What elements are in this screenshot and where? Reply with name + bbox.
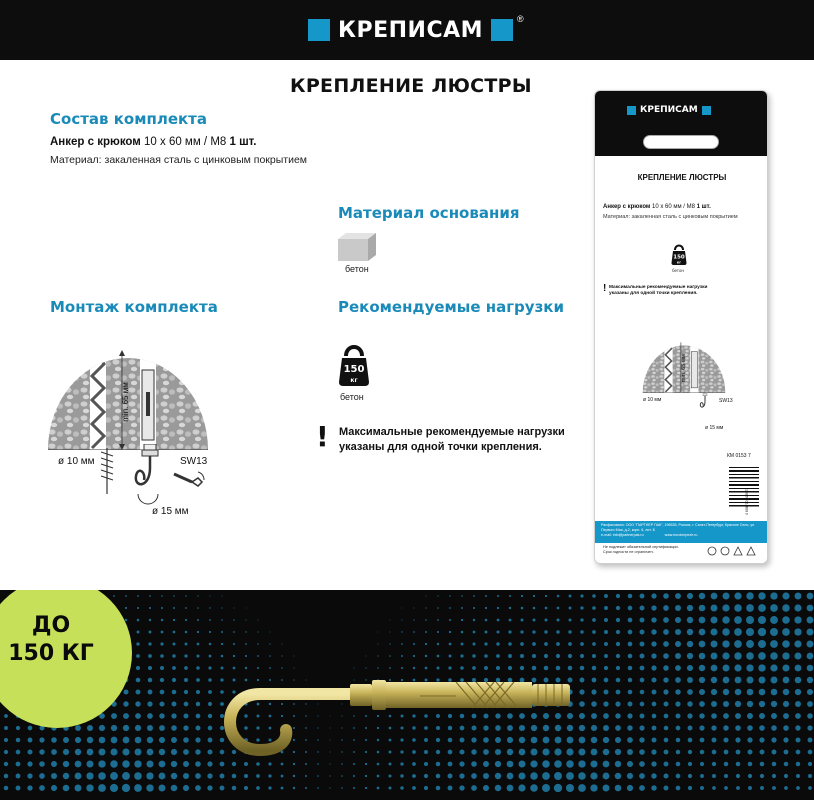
- barcode: [727, 463, 761, 513]
- kit-heading: Состав комплекта: [50, 110, 208, 128]
- card-article: КМ 0153 7: [727, 453, 751, 459]
- card-weight: 150: [673, 254, 685, 261]
- kettlebell-icon: [338, 342, 370, 386]
- card-brand: [627, 105, 711, 115]
- wrench-size: SW13: [180, 456, 208, 467]
- card-logo-square-left: [627, 106, 636, 115]
- brand-name: КРЕПИСАМ: [338, 17, 484, 43]
- load-caption: бетон: [340, 392, 364, 402]
- depth-label: min. 65 мм: [121, 382, 130, 422]
- card-distributor: Расфасовано: ООО "ПАРТНЕР ПАК", 196535, Россия, г. Санкт-Петербург, Красное Село, ул. Первого Мая, д.2, корп. 6, лит. Б: [601, 523, 756, 532]
- warning-icon: !: [316, 420, 329, 453]
- kit-material: Материал: закаленная сталь с цинковым покрытием: [50, 154, 308, 166]
- badge-line-2: 150 КГ: [8, 641, 94, 666]
- header-bar: [0, 0, 814, 60]
- card-title: КРЕПЛЕНИЕ ЛЮСТРЫ: [637, 173, 727, 182]
- card-site: www.eurokrepezh.ru: [664, 533, 698, 537]
- product-band: [0, 590, 814, 800]
- kit-item-size: 10 х 60 мм / М8: [140, 136, 230, 148]
- card-depth-label: min. 65 мм: [681, 354, 688, 383]
- card-footer: [603, 545, 679, 555]
- card-kit-name: Анкер с крюком: [603, 204, 651, 210]
- load-weight: 150: [343, 364, 365, 375]
- barcode-number: 4 606700 015973: [745, 487, 749, 515]
- load-heading: Рекомендуемые нагрузки: [338, 298, 564, 316]
- base-caption: бетон: [345, 264, 369, 274]
- wrench-icon: [172, 468, 206, 488]
- card-weight-unit: кг: [676, 260, 682, 265]
- badge-line-1: ДО: [31, 613, 71, 638]
- card-kit-qty: 1 шт.: [696, 204, 711, 210]
- card-weight-caption: бетон: [672, 268, 684, 273]
- card-hook-icon: [699, 393, 711, 415]
- recycling-icons: [707, 546, 761, 556]
- logo-square-right: [491, 19, 513, 41]
- warning-text: Максимальные рекомендуемые нагрузки указаны для одной точки крепления.: [339, 426, 565, 453]
- kit-item-qty: 1 шт.: [229, 136, 257, 148]
- drill-bit-icon: [100, 448, 114, 494]
- card-warning-icon: !: [603, 283, 607, 294]
- card-email: e-mail: info@partnerpak.ru: [601, 533, 644, 537]
- concrete-block-icon: [338, 233, 380, 261]
- card-logo-square-right: [702, 106, 711, 115]
- badge-text: [0, 612, 116, 668]
- card-cert: Не подлежит обязательной сертификации.: [603, 545, 679, 549]
- logo-square-left: [308, 19, 330, 41]
- page-title: КРЕПЛЕНИЕ ЛЮСТРЫ: [290, 75, 532, 97]
- card-kettlebell-icon: [671, 243, 687, 265]
- card-kit-size: 10 х 60 мм / М8: [650, 204, 697, 210]
- card-kit: [603, 204, 711, 210]
- kit-item-name: Анкер с крюком: [50, 136, 141, 148]
- card-distributor-band: [595, 521, 768, 543]
- hook-diameter: ø 15 мм: [152, 506, 189, 517]
- registered-mark: ®: [517, 14, 524, 24]
- card-wrench: SW13: [719, 398, 733, 404]
- hook-anchor-photo: [220, 652, 620, 772]
- card-warning: Максимальные рекомендуемые нагрузки указаны для одной точки крепления.: [609, 285, 708, 296]
- load-unit: кг: [350, 377, 358, 384]
- card-material: Материал: закаленная сталь с цинковым покрытием: [603, 214, 738, 220]
- card-mounting-diagram: [639, 331, 729, 393]
- brand-logo: [308, 16, 524, 44]
- card-shelf: Срок годности не ограничен.: [603, 550, 654, 554]
- card-drill: ø 10 мм: [643, 397, 662, 403]
- hook-anchor-icon: [132, 444, 168, 506]
- drill-diameter: ø 10 мм: [58, 456, 95, 467]
- mount-heading: Монтаж комплекта: [50, 298, 218, 316]
- card-header: [595, 91, 768, 156]
- hang-hole: [643, 135, 719, 149]
- kit-item: [50, 136, 257, 148]
- card-brand-name: КРЕПИСАМ: [640, 105, 698, 115]
- base-heading: Материал основания: [338, 204, 520, 222]
- package-card: [594, 90, 768, 564]
- card-hook: ø 15 мм: [705, 425, 724, 431]
- mounting-diagram: [48, 330, 208, 450]
